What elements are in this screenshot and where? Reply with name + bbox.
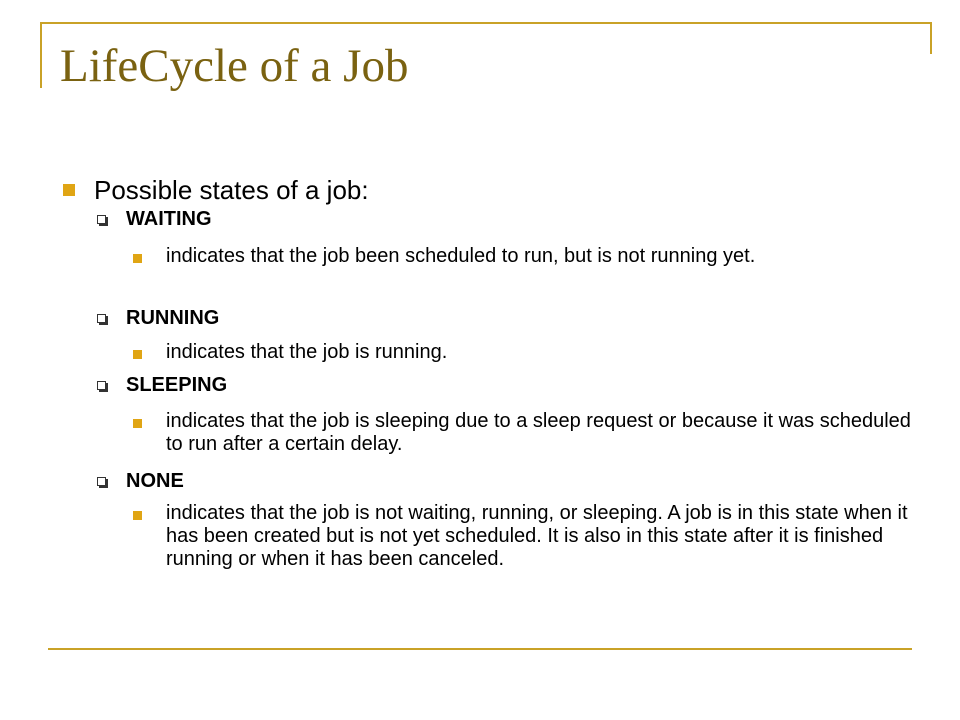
state-sleeping — [97, 370, 227, 400]
checkbox-bullet-icon — [97, 215, 106, 224]
state-name: RUNNING — [126, 306, 220, 329]
checkbox-bullet-icon — [97, 477, 106, 486]
state-none-description — [133, 502, 913, 571]
state-name: NONE — [126, 469, 184, 492]
square-bullet-icon — [63, 184, 75, 196]
state-description: indicates that the job is sleeping due to a sleep request or because it was scheduled to run after a certain delay. — [166, 410, 911, 455]
intro-text: Possible states of a job: — [94, 174, 369, 205]
square-bullet-icon — [133, 511, 142, 520]
checkbox-bullet-icon — [97, 381, 106, 390]
checkbox-bullet-icon — [97, 314, 106, 323]
state-waiting-description — [133, 245, 913, 268]
state-name: WAITING — [126, 207, 212, 230]
state-description: indicates that the job been scheduled to run, but is not running yet. — [166, 245, 756, 267]
slide-title: LifeCycle of a Job — [60, 40, 409, 92]
state-waiting — [97, 204, 212, 234]
state-running-description — [133, 341, 913, 364]
square-bullet-icon — [133, 350, 142, 359]
square-bullet-icon — [133, 254, 142, 263]
square-bullet-icon — [133, 419, 142, 428]
state-sleeping-description — [133, 410, 913, 456]
state-description: indicates that the job is not waiting, running, or sleeping. A job is in this state when it has been created but is not yet scheduled. It is also in this state after it is finished running or when it has been canceled. — [166, 502, 908, 570]
state-running — [97, 303, 219, 333]
state-description: indicates that the job is running. — [166, 341, 448, 363]
state-none — [97, 466, 184, 496]
state-name: SLEEPING — [126, 373, 228, 396]
